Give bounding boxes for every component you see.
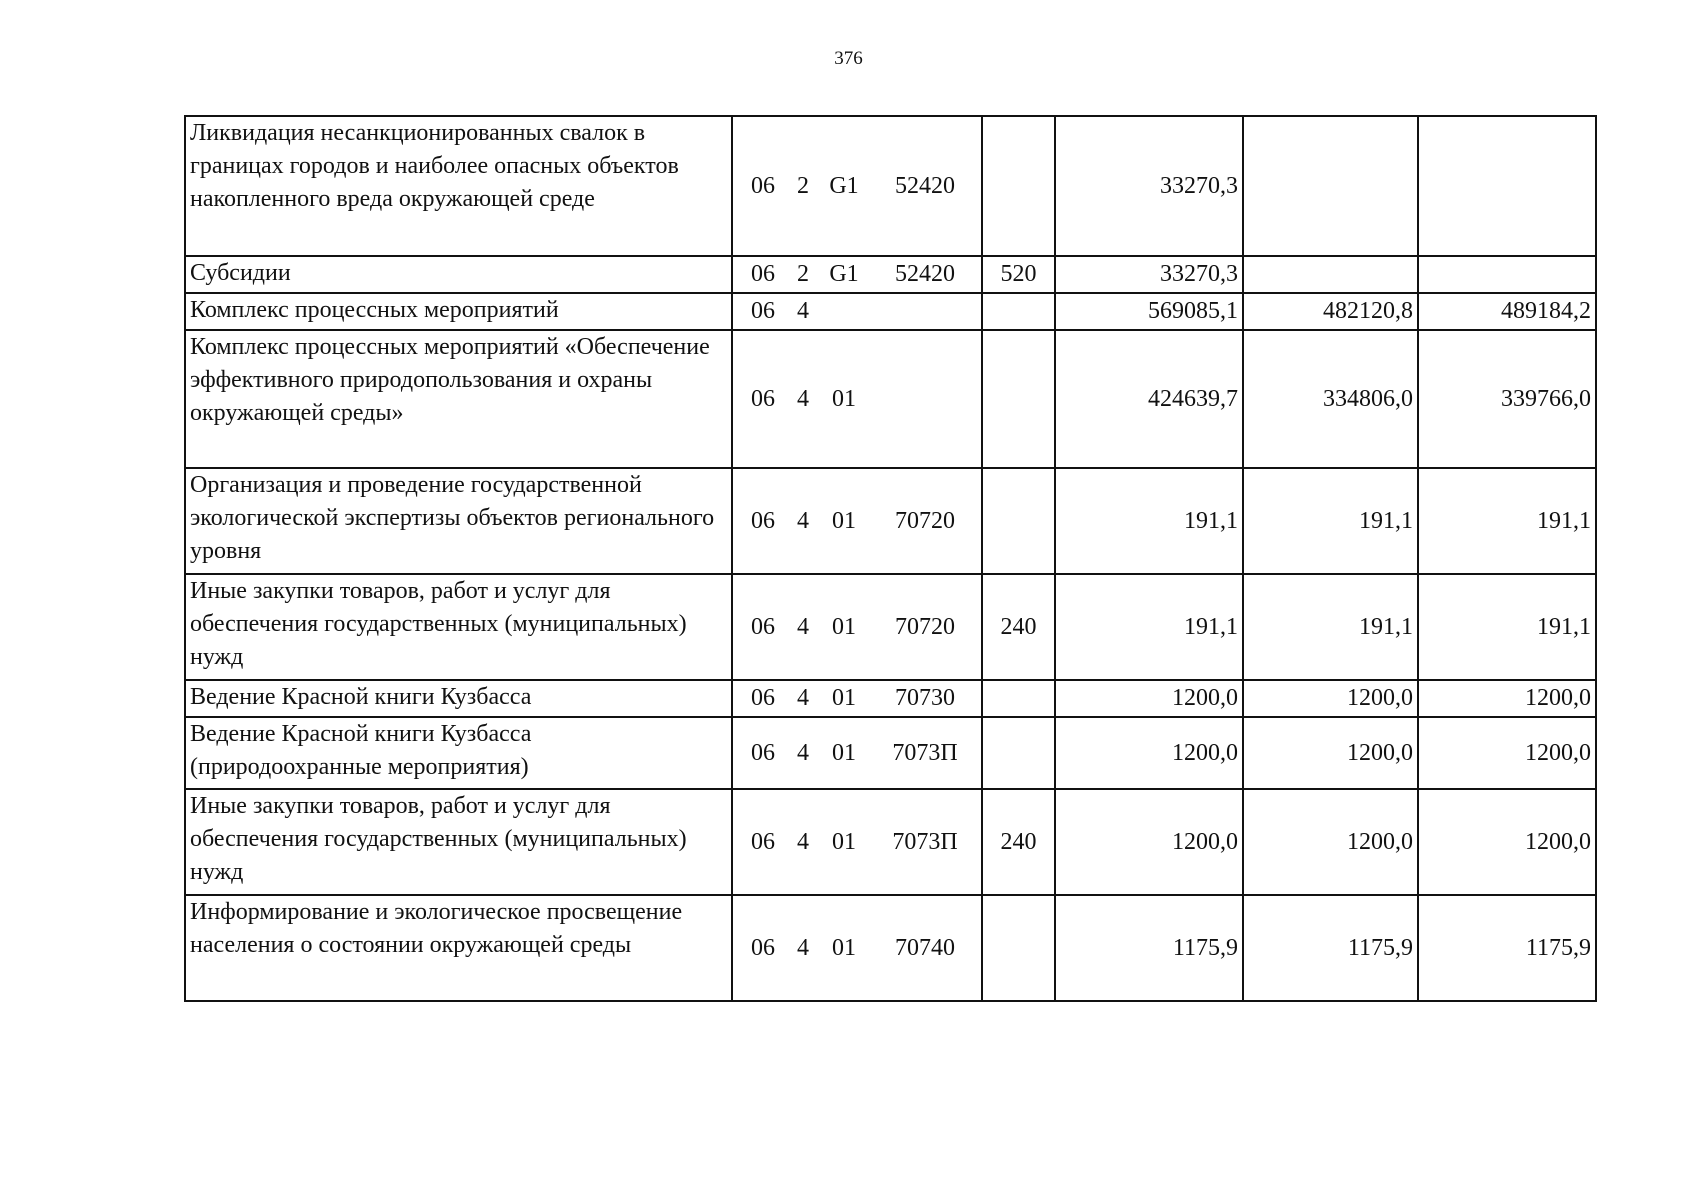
row-name-cell: Организация и проведение государственной экологической экспертизы объектов регионального уровня (185, 468, 732, 574)
row-name-cell: Комплекс процессных мероприятий (185, 293, 732, 330)
code-part: 01 (832, 613, 856, 640)
code-part: 70720 (895, 613, 955, 640)
row-amount-1-cell: 191,1 (1055, 468, 1243, 574)
row-amount-2-cell: 1200,0 (1243, 717, 1418, 789)
code-parts (733, 611, 981, 644)
row-amount-1-cell: 1200,0 (1055, 789, 1243, 895)
row-expense-type-cell (982, 680, 1055, 717)
row-name-cell: Иные закупки товаров, работ и услуг для обеспечения государственных (муниципальных) нужд (185, 574, 732, 680)
table-row (185, 330, 1596, 468)
code-part: 01 (832, 934, 856, 961)
row-amount-2-cell: 482120,8 (1243, 293, 1418, 330)
row-amount-2-cell: 191,1 (1243, 574, 1418, 680)
row-amount-2-cell (1243, 116, 1418, 256)
row-name-cell: Комплекс процессных мероприятий «Обеспечение эффективного природопользования и охраны окружающей среды» (185, 330, 732, 468)
row-amount-1-cell: 33270,3 (1055, 116, 1243, 256)
code-part: 01 (832, 828, 856, 855)
code-part: G1 (829, 261, 859, 287)
row-amount-3-cell: 1200,0 (1418, 680, 1596, 717)
code-part: 4 (797, 828, 809, 855)
code-part: 06 (751, 298, 775, 324)
code-part: 4 (797, 613, 809, 640)
row-amount-2-cell: 1200,0 (1243, 789, 1418, 895)
row-expense-type-cell (982, 293, 1055, 330)
code-part: 06 (751, 507, 775, 534)
table-row (185, 293, 1596, 330)
row-expense-type-cell (982, 330, 1055, 468)
code-part: 70720 (895, 507, 955, 534)
code-part: 06 (751, 934, 775, 961)
table-row (185, 574, 1596, 680)
row-expense-type-cell: 240 (982, 574, 1055, 680)
budget-table-body (185, 116, 1596, 1001)
row-amount-3-cell (1418, 116, 1596, 256)
row-code-cell (732, 293, 982, 330)
code-part: 4 (797, 385, 809, 412)
row-expense-type-cell: 520 (982, 256, 1055, 293)
row-code-cell (732, 330, 982, 468)
row-code-cell (732, 574, 982, 680)
code-part: 06 (751, 828, 775, 855)
code-part: 06 (751, 739, 775, 766)
code-part: 06 (751, 172, 775, 199)
row-amount-2-cell (1243, 256, 1418, 293)
row-amount-3-cell: 489184,2 (1418, 293, 1596, 330)
code-part: 70740 (895, 934, 955, 961)
code-part: 52420 (895, 172, 955, 199)
code-part: 4 (797, 739, 809, 766)
row-amount-1-cell: 1200,0 (1055, 680, 1243, 717)
code-part: 4 (797, 934, 809, 961)
code-part: 7073П (892, 739, 958, 766)
row-code-cell (732, 717, 982, 789)
code-parts (733, 258, 981, 291)
row-name-cell: Информирование и экологическое просвещение населения о состоянии окружающей среды (185, 895, 732, 1001)
row-name-cell: Ведение Красной книги Кузбасса (185, 680, 732, 717)
code-part: 2 (797, 172, 809, 199)
code-part: 70730 (895, 685, 955, 711)
code-part: 01 (832, 507, 856, 534)
row-code-cell (732, 680, 982, 717)
row-amount-3-cell: 1175,9 (1418, 895, 1596, 1001)
code-part: 06 (751, 613, 775, 640)
row-amount-2-cell: 191,1 (1243, 468, 1418, 574)
row-name-cell: Ликвидация несанкционированных свалок в границах городов и наиболее опасных объектов накопленного вреда окружающей среде (185, 116, 732, 256)
code-part: 4 (797, 298, 809, 324)
table-row (185, 895, 1596, 1001)
row-name-cell: Иные закупки товаров, работ и услуг для обеспечения государственных (муниципальных) нужд (185, 789, 732, 895)
row-amount-3-cell: 191,1 (1418, 574, 1596, 680)
code-parts (733, 170, 981, 203)
code-part: 52420 (895, 261, 955, 287)
code-part: 06 (751, 261, 775, 287)
code-part: 4 (797, 507, 809, 534)
table-row (185, 256, 1596, 293)
row-code-cell (732, 895, 982, 1001)
row-amount-2-cell: 334806,0 (1243, 330, 1418, 468)
code-parts (733, 737, 981, 770)
row-expense-type-cell (982, 895, 1055, 1001)
row-amount-1-cell: 191,1 (1055, 574, 1243, 680)
table-row (185, 717, 1596, 789)
code-parts (733, 295, 981, 328)
code-parts (733, 505, 981, 538)
row-amount-3-cell: 1200,0 (1418, 789, 1596, 895)
row-amount-2-cell: 1175,9 (1243, 895, 1418, 1001)
row-amount-1-cell: 1200,0 (1055, 717, 1243, 789)
table-row (185, 116, 1596, 256)
code-parts (733, 932, 981, 965)
row-expense-type-cell (982, 717, 1055, 789)
row-code-cell (732, 116, 982, 256)
row-amount-3-cell: 339766,0 (1418, 330, 1596, 468)
row-amount-3-cell (1418, 256, 1596, 293)
code-part: 01 (832, 739, 856, 766)
row-code-cell (732, 468, 982, 574)
budget-table (184, 115, 1597, 1002)
code-part: G1 (829, 172, 859, 199)
row-expense-type-cell: 240 (982, 789, 1055, 895)
row-name-cell: Ведение Красной книги Кузбасса (природоохранные мероприятия) (185, 717, 732, 789)
row-code-cell (732, 256, 982, 293)
row-amount-3-cell: 191,1 (1418, 468, 1596, 574)
row-amount-1-cell: 424639,7 (1055, 330, 1243, 468)
row-amount-1-cell: 569085,1 (1055, 293, 1243, 330)
code-part: 7073П (892, 828, 958, 855)
code-part: 01 (832, 685, 856, 711)
row-name-cell: Субсидии (185, 256, 732, 293)
row-amount-3-cell: 1200,0 (1418, 717, 1596, 789)
table-row (185, 789, 1596, 895)
row-amount-2-cell: 1200,0 (1243, 680, 1418, 717)
code-part: 2 (797, 261, 809, 287)
table-row (185, 468, 1596, 574)
row-amount-1-cell: 33270,3 (1055, 256, 1243, 293)
row-expense-type-cell (982, 468, 1055, 574)
row-expense-type-cell (982, 116, 1055, 256)
code-part: 4 (797, 685, 809, 711)
code-part: 06 (751, 685, 775, 711)
row-amount-1-cell: 1175,9 (1055, 895, 1243, 1001)
code-parts (733, 826, 981, 859)
page-number: 376 (834, 48, 863, 69)
code-part: 01 (832, 385, 856, 412)
code-part: 06 (751, 385, 775, 412)
table-row (185, 680, 1596, 717)
row-code-cell (732, 789, 982, 895)
code-parts (733, 383, 981, 416)
code-parts (733, 682, 981, 715)
